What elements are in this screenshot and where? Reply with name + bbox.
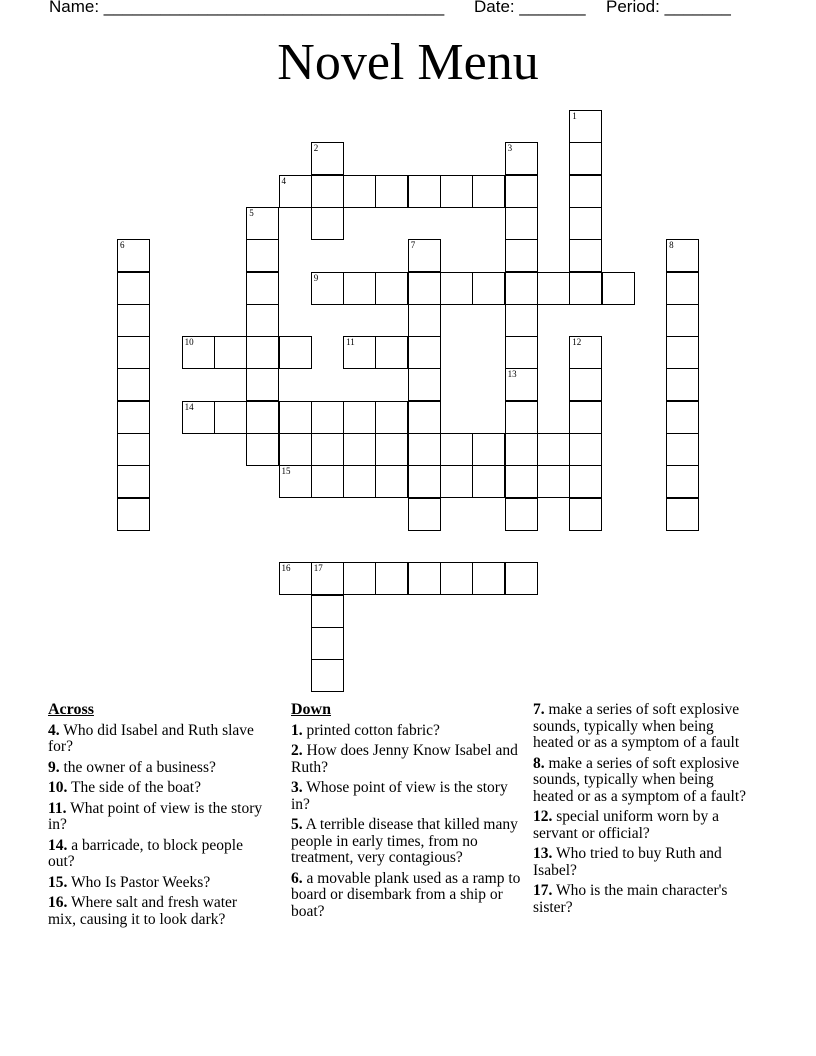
crossword-cell[interactable]	[505, 142, 538, 175]
crossword-cell[interactable]	[246, 272, 279, 305]
crossword-cell[interactable]	[117, 239, 150, 272]
clue-item-text: printed cotton fabric?	[302, 721, 440, 739]
crossword-cell[interactable]	[311, 659, 344, 692]
clue-item-number: 15.	[48, 873, 68, 891]
crossword-cell[interactable]	[343, 401, 376, 434]
crossword-cell[interactable]	[569, 368, 602, 401]
clue-item-number: 2.	[291, 742, 303, 759]
crossword-cell[interactable]	[472, 175, 505, 208]
down-clue-list	[291, 723, 526, 921]
clue-number: 4	[281, 175, 286, 186]
crossword-cell[interactable]	[246, 433, 279, 466]
clue-item-text: What point of view is the story in?	[48, 799, 263, 833]
crossword-cell[interactable]	[569, 433, 602, 466]
crossword-cell[interactable]	[666, 336, 699, 369]
crossword-cell[interactable]	[343, 465, 376, 498]
crossword-cell[interactable]	[472, 562, 505, 595]
crossword-cell[interactable]	[505, 239, 538, 272]
down-clue-list-continued	[533, 702, 753, 916]
clue-number: 1	[572, 111, 577, 121]
crossword-cell[interactable]	[311, 142, 344, 175]
crossword-cell[interactable]	[666, 465, 699, 498]
clue-item-number: 14.	[48, 836, 68, 854]
crossword-cell[interactable]	[246, 368, 279, 401]
crossword-cell[interactable]	[440, 175, 473, 208]
crossword-cell[interactable]	[182, 336, 215, 369]
crossword-cell[interactable]	[408, 368, 441, 401]
crossword-cell[interactable]	[279, 336, 312, 369]
crossword-cell[interactable]	[246, 336, 279, 369]
clue-number: 3	[507, 143, 513, 154]
crossword-cell[interactable]	[343, 562, 376, 595]
crossword-cell[interactable]	[117, 433, 150, 466]
clue-number: 17	[313, 563, 323, 574]
crossword-cell[interactable]	[343, 272, 376, 305]
crossword-cell[interactable]	[311, 627, 344, 660]
crossword-cell[interactable]	[117, 498, 150, 531]
clue-item-text: Whose point of view is the story in?	[291, 779, 508, 813]
clue-item-number: 3.	[291, 779, 303, 796]
clue-item-text: Who tried to buy Ruth and Isabel?	[533, 845, 722, 879]
crossword-cell[interactable]	[117, 304, 150, 337]
clue-number: 8	[669, 240, 674, 251]
crossword-cell[interactable]	[117, 465, 150, 498]
clue-item-text: a barricade, to block people out?	[48, 836, 243, 870]
crossword-cell[interactable]	[666, 368, 699, 401]
crossword-cell[interactable]	[666, 498, 699, 531]
crossword-cell[interactable]	[311, 433, 344, 466]
crossword-cell[interactable]	[311, 175, 344, 208]
crossword-cell[interactable]	[375, 465, 408, 498]
crossword-cell[interactable]	[375, 336, 408, 369]
crossword-cell[interactable]	[375, 433, 408, 466]
clue-item	[533, 846, 753, 879]
clue-item-number: 7.	[533, 701, 545, 718]
clue-number: 10	[184, 337, 194, 348]
clue-item	[48, 895, 268, 928]
down-heading: Down	[291, 701, 332, 718]
name-field-label: Name: ____________________________________	[49, 0, 445, 16]
clue-item-number: 6.	[291, 869, 303, 887]
clue-number: 9	[313, 272, 319, 283]
crossword-cell[interactable]	[311, 465, 344, 498]
crossword-cell[interactable]	[117, 401, 150, 434]
crossword-cell[interactable]	[408, 562, 441, 595]
page-title: Novel Menu	[277, 34, 539, 91]
crossword-cell[interactable]	[569, 498, 602, 531]
clue-number: 16	[281, 563, 291, 574]
clue-item	[48, 723, 268, 756]
crossword-cell[interactable]	[569, 110, 602, 143]
crossword-cell[interactable]	[408, 465, 441, 498]
clue-item	[533, 809, 753, 842]
clue-item	[48, 801, 268, 834]
crossword-cell[interactable]	[408, 239, 441, 272]
crossword-cell[interactable]	[537, 272, 570, 305]
crossword-cell[interactable]	[666, 304, 699, 337]
crossword-cell[interactable]	[440, 272, 473, 305]
crossword-cell[interactable]	[602, 272, 635, 305]
across-heading: Across	[48, 701, 94, 718]
clue-item-text: Who Is Pastor Weeks?	[67, 873, 211, 891]
crossword-cell[interactable]	[505, 304, 538, 337]
crossword-cell[interactable]	[505, 272, 538, 305]
clue-item-text: The side of the boat?	[67, 779, 201, 796]
clue-item-number: 8.	[533, 754, 545, 772]
crossword-cell[interactable]	[472, 465, 505, 498]
clue-number: 11	[346, 337, 355, 348]
crossword-cell[interactable]	[505, 368, 538, 401]
clue-number: 13	[507, 369, 517, 380]
crossword-cell[interactable]	[472, 433, 505, 466]
clue-item-number: 17.	[533, 882, 553, 899]
crossword-cell[interactable]	[505, 433, 538, 466]
clue-item	[48, 838, 268, 871]
crossword-cell[interactable]	[117, 368, 150, 401]
crossword-cell[interactable]	[472, 272, 505, 305]
clue-item-text: Who did Isabel and Ruth slave for?	[48, 721, 254, 755]
crossword-cell[interactable]	[182, 401, 215, 434]
crossword-cell[interactable]	[279, 175, 312, 208]
clue-item-text: make a series of soft explosive sounds, typically when being heated or as a symptom of a fault	[533, 701, 740, 751]
crossword-cell[interactable]	[569, 142, 602, 175]
crossword-cell[interactable]	[505, 465, 538, 498]
crossword-cell[interactable]	[117, 272, 150, 305]
clue-item-text: special uniform worn by a servant or official?	[533, 808, 719, 842]
crossword-cell[interactable]	[537, 433, 570, 466]
clue-item-number: 10.	[48, 779, 68, 796]
clue-item-number: 11.	[48, 799, 67, 817]
crossword-cell[interactable]	[117, 336, 150, 369]
clue-number: 7	[410, 240, 416, 251]
crossword-cell[interactable]	[279, 465, 312, 498]
clue-item	[533, 883, 753, 916]
crossword-cell[interactable]	[505, 175, 538, 208]
crossword-cell[interactable]	[311, 207, 344, 240]
crossword-cell[interactable]	[246, 401, 279, 434]
crossword-cell[interactable]	[375, 562, 408, 595]
clue-item	[291, 817, 526, 867]
crossword-cell[interactable]	[666, 239, 699, 272]
crossword-cell[interactable]	[343, 175, 376, 208]
crossword-cell[interactable]	[343, 336, 376, 369]
crossword-cell[interactable]	[214, 336, 247, 369]
clue-item	[291, 743, 526, 776]
crossword-cell[interactable]	[279, 433, 312, 466]
crossword-cell[interactable]	[666, 433, 699, 466]
clue-item-text: Where salt and fresh water mix, causing it to look dark?	[48, 894, 238, 928]
crossword-cell[interactable]	[246, 207, 279, 240]
crossword-cell[interactable]	[375, 401, 408, 434]
clue-item-text: A terrible disease that killed many people in early times, from no treatment, very contagious?	[291, 816, 518, 866]
crossword-cell[interactable]	[440, 562, 473, 595]
clue-item-text: Who is the main character's sister?	[533, 882, 728, 916]
crossword-cell[interactable]	[408, 272, 441, 305]
crossword-cell[interactable]	[537, 465, 570, 498]
crossword-cell[interactable]	[408, 336, 441, 369]
clue-item-number: 16.	[48, 894, 68, 911]
crossword-cell[interactable]	[505, 498, 538, 531]
clue-item-number: 5.	[291, 816, 303, 833]
clue-item	[291, 723, 526, 740]
clue-item-number: 13.	[533, 845, 553, 862]
clue-item	[533, 702, 753, 752]
crossword-cell[interactable]	[375, 175, 408, 208]
clue-item-text: make a series of soft explosive sounds, typically when being heated or as a symptom of a fault?	[533, 754, 747, 805]
crossword-cell[interactable]	[311, 562, 344, 595]
crossword-cell[interactable]	[505, 336, 538, 369]
crossword-cell[interactable]	[408, 433, 441, 466]
clue-item	[291, 871, 526, 921]
crossword-cell[interactable]	[440, 465, 473, 498]
crossword-cell[interactable]	[505, 401, 538, 434]
crossword-cell[interactable]	[408, 401, 441, 434]
clue-number: 15	[281, 466, 291, 477]
clue-item-number: 1.	[291, 721, 303, 739]
crossword-cell[interactable]	[569, 465, 602, 498]
across-clues	[48, 702, 268, 932]
clue-item	[48, 760, 268, 777]
crossword-cell[interactable]	[311, 272, 344, 305]
clue-item-text: How does Jenny Know Isabel and Ruth?	[291, 742, 518, 776]
clue-item	[533, 756, 753, 806]
down-clues-continued	[533, 702, 753, 920]
crossword-cell[interactable]	[246, 239, 279, 272]
across-clue-list	[48, 723, 268, 929]
period-field-label: Period: _______	[606, 0, 731, 16]
crossword-cell[interactable]	[214, 401, 247, 434]
crossword-cell[interactable]	[569, 207, 602, 240]
crossword-cell[interactable]	[279, 401, 312, 434]
crossword-cell[interactable]	[569, 272, 602, 305]
crossword-cell[interactable]	[440, 433, 473, 466]
clue-item-text: a movable plank used as a ramp to board or disembark from a ship or boat?	[291, 869, 521, 920]
crossword-cell[interactable]	[569, 239, 602, 272]
clue-item	[48, 875, 268, 892]
crossword-cell[interactable]	[408, 498, 441, 531]
down-clues	[291, 702, 526, 924]
clue-item-number: 4.	[48, 721, 60, 739]
crossword-cell[interactable]	[666, 272, 699, 305]
clue-number: 5	[249, 207, 254, 218]
crossword-cell[interactable]	[569, 175, 602, 208]
clue-number: 2	[313, 143, 319, 154]
crossword-cell[interactable]	[408, 304, 441, 337]
clue-item	[48, 780, 268, 797]
crossword-cell[interactable]	[311, 401, 344, 434]
crossword-cell[interactable]	[246, 304, 279, 337]
clue-item-number: 12.	[533, 808, 553, 825]
crossword-cell[interactable]	[666, 401, 699, 434]
clue-item-text: the owner of a business?	[59, 758, 216, 776]
clue-item	[291, 780, 526, 813]
crossword-cell[interactable]	[505, 207, 538, 240]
crossword-cell[interactable]	[408, 175, 441, 208]
crossword-cell[interactable]	[343, 433, 376, 466]
clue-number: 6	[120, 240, 125, 251]
crossword-cell[interactable]	[569, 401, 602, 434]
clue-number: 12	[572, 337, 582, 348]
crossword-cell[interactable]	[505, 562, 538, 595]
date-field-label: Date: _______	[474, 0, 586, 16]
crossword-cell[interactable]	[569, 336, 602, 369]
clue-number: 14	[184, 401, 194, 412]
crossword-cell[interactable]	[279, 562, 312, 595]
crossword-cell[interactable]	[311, 595, 344, 628]
crossword-cell[interactable]	[375, 272, 408, 305]
clue-item-number: 9.	[48, 758, 60, 776]
